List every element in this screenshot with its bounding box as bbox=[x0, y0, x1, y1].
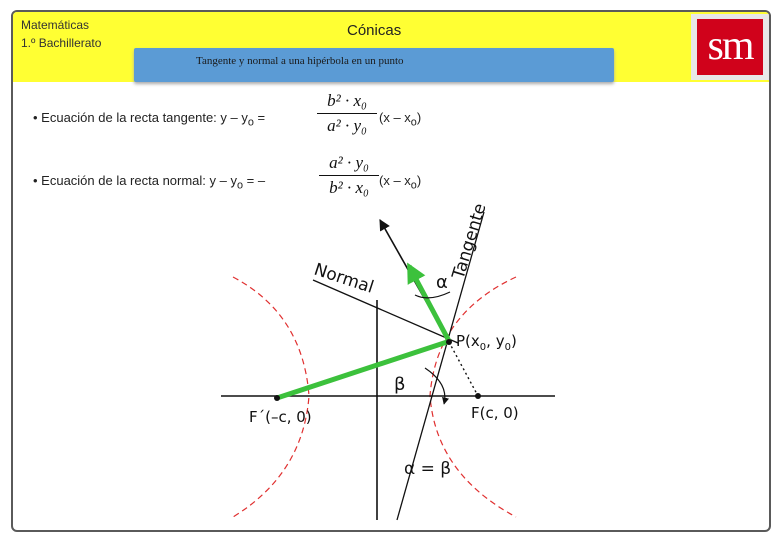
tangent-denominator: a² · y₀ bbox=[327, 116, 367, 135]
logo-text: sm bbox=[707, 23, 753, 69]
normal-denominator: b² · x₀ bbox=[329, 178, 369, 197]
normal-line-label: Normal bbox=[311, 259, 377, 298]
normal-label-sub: o bbox=[236, 179, 244, 192]
tangent-label-text: • Ecuación de la recta tangente: y – y bbox=[33, 110, 248, 125]
focus-left-label: F´(–c, 0) bbox=[249, 408, 312, 426]
normal-label-text: • Ecuación de la recta normal: y – y bbox=[33, 173, 237, 188]
page-title: Cónicas bbox=[347, 22, 402, 39]
tangent-line-label: Tangente bbox=[448, 201, 491, 282]
normal-numerator: a² · y₀ bbox=[329, 153, 369, 172]
hyperbola-left-branch bbox=[233, 277, 309, 517]
point-p-label: $P(x_0$, $y_0$) bbox=[456, 332, 517, 353]
normal-tail-text: (x – x bbox=[379, 173, 411, 188]
hyperbola-diagram bbox=[13, 12, 769, 530]
tangent-tail-close: ) bbox=[416, 110, 422, 125]
normal-tail-close: ) bbox=[416, 173, 422, 188]
tangent-tail-text: (x – x bbox=[379, 110, 411, 125]
point-p bbox=[446, 339, 452, 345]
green-vector-focal bbox=[277, 342, 447, 398]
focus-right-point bbox=[475, 393, 481, 399]
hyperbola-right-branch bbox=[430, 277, 516, 517]
course-level: 1.º Bachillerato bbox=[21, 36, 102, 50]
focus-left-point bbox=[274, 395, 280, 401]
beta-label: β bbox=[394, 374, 406, 395]
alpha-label: α bbox=[436, 272, 448, 293]
tangent-numerator: b² · x₀ bbox=[327, 91, 367, 110]
tangent-label-sub: o bbox=[247, 116, 254, 129]
normal-eq-sign: = – bbox=[243, 173, 266, 188]
tangent-eq-sign: = bbox=[253, 110, 266, 125]
slide bbox=[11, 10, 771, 532]
normal-tail-sub: o bbox=[410, 179, 417, 192]
course-subject: Matemáticas bbox=[21, 18, 90, 32]
alpha-equals-beta-label: α = β bbox=[404, 459, 452, 479]
tangent-tail-sub: o bbox=[410, 116, 417, 129]
dotted-focus-line bbox=[449, 342, 478, 396]
focus-right-label: F(c, 0) bbox=[471, 404, 519, 422]
subtitle-text: Tangente y normal a una hipérbola en un punto bbox=[196, 55, 404, 67]
